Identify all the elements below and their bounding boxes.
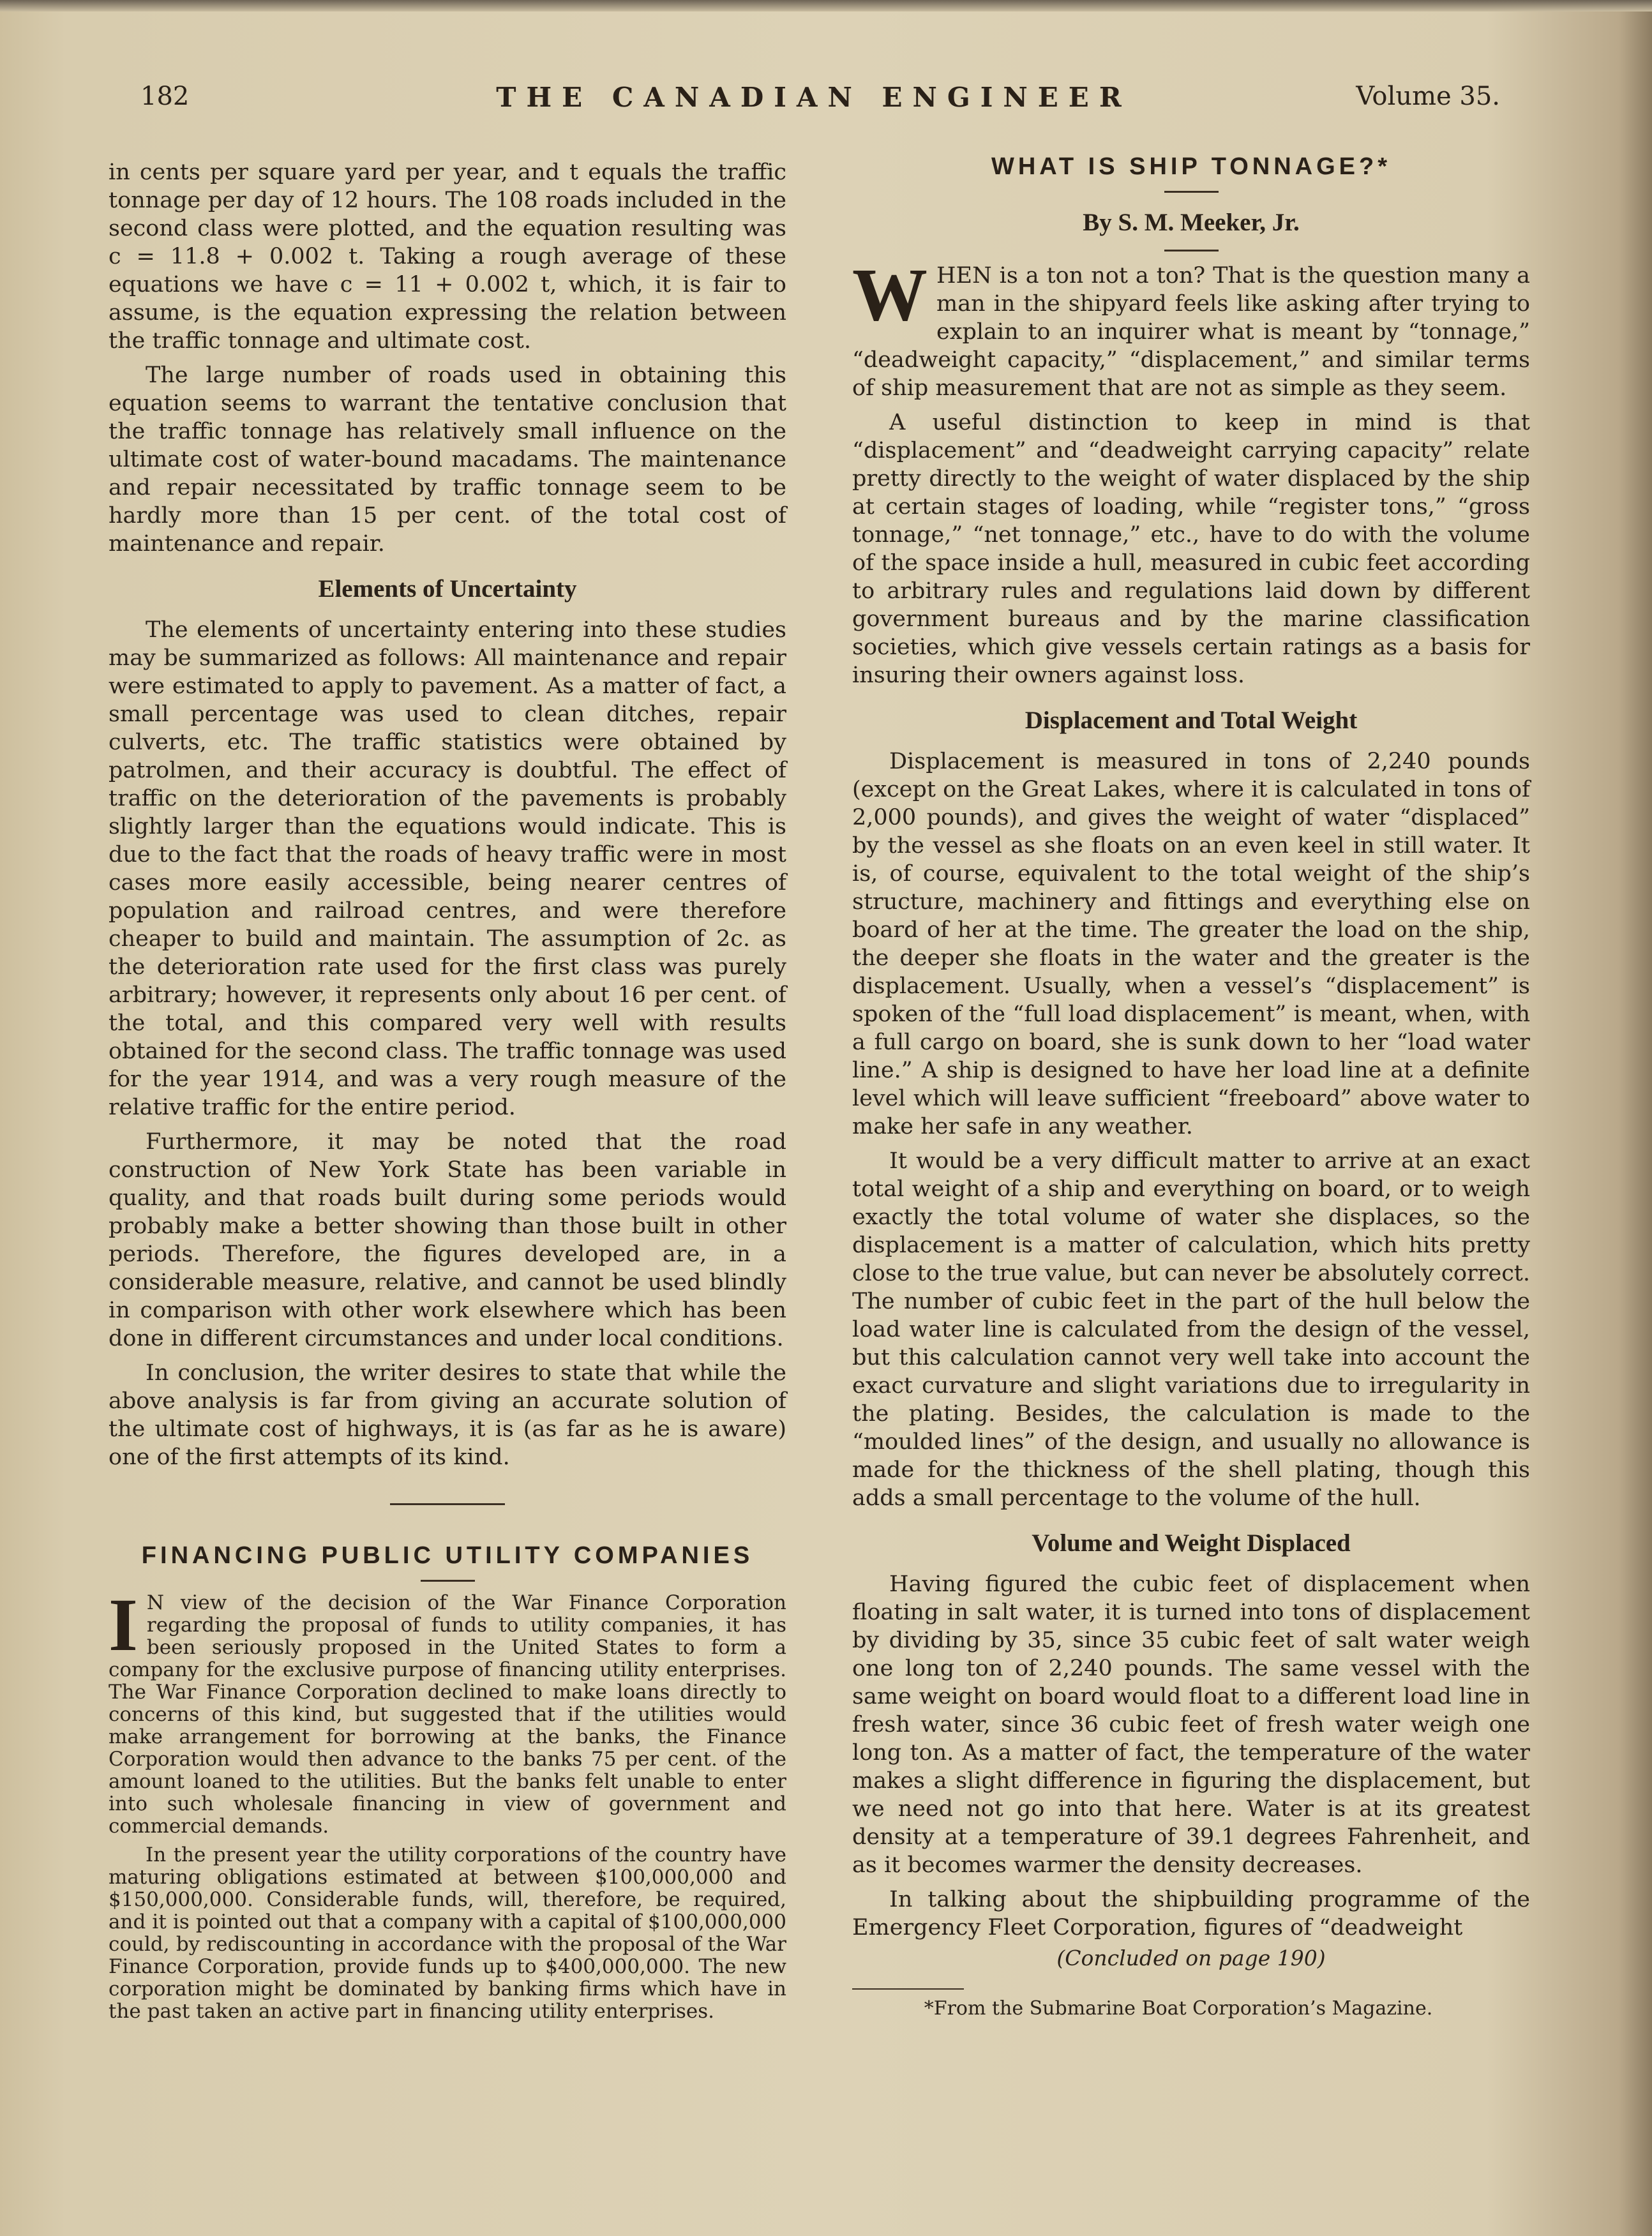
tonnage-paragraph-6: In talking about the shipbuilding programme of the Emergency Fleet Corporation, figures of “deadweight xyxy=(852,1887,1530,1940)
tonnage-paragraph-4: It would be a very difficult matter to arrive at an exact total weight of a ship and everything on board, or to weigh exactly the total volume of water she displaces, so the displacement is a matter of calculation, which hits pretty close to the true value, but can never be absolutely correct. The number of cubic feet in the part of the hull below the load water line is calculated from the design of the vessel, but this calculation cannot very well take into account the exact curvature and slight variations due to irregularity in the plating. Besides, the calculation is made to the “moulded lines” of the design, and usually no allowance is made for the thickness of the shell plating, though this adds a small percentage to the volume of the hull. xyxy=(852,1148,1530,1511)
article-title-financing: FINANCING PUBLIC UTILITY COMPANIES xyxy=(141,1542,754,1569)
financing-paragraph-2: In the present year the utility corporations of the country have maturing obligations estimated at between $100,000,000 and $150,000,000. Considerable funds, will, therefore, be required, and it is pointed out that a company with a capital of $100,000,000 could, by rediscounting in accordance with the proposal of the War Finance Corporation, provide funds up to $400,000,000. The new corporation might be dominated by banking firms which have in the past taken an active part in financing utility enterprises. xyxy=(109,1843,786,2023)
tonnage-paragraph-2: A useful distinction to keep in mind is that “displacement” and “deadweight carrying capacity” relate pretty directly to the weight of water displaced by the ship at certain stages of loading, while “register tons,” “gross tonnage,” “net tonnage,” etc., have to do with the volume of the space inside a hull, measured in cubic feet according to arbitrary rules and regulations laid down by different government bureaus and by the marine classification societies, which give vessels certain ratings as a basis for insuring their owners against loss. xyxy=(852,410,1530,688)
tonnage-paragraph-1 xyxy=(852,253,1530,402)
left-column xyxy=(109,158,786,2029)
tonnage-paragraph-5: Having figured the cubic feet of displacement when floating in salt water, it is turned into tons of displacement by dividing by 35, since 35 cubic feet of salt water weigh one long ton of 2,240 pounds. The same vessel with the same weight on board would float to a different load line in fresh water, since 36 cubic feet of fresh water weigh one long ton. As a matter of fact, the temperature of the water makes a slight difference in figuring the displacement, but we need not go into that here. Water is at its greatest density at a temperature of 39.1 degrees Fahrenheit, and as it becomes warmer the density decreases. xyxy=(852,1572,1530,1878)
section-heading-volume: Volume and Weight Displaced xyxy=(1032,1529,1351,1557)
footnote-rule xyxy=(852,1988,964,1990)
page-number: 182 xyxy=(140,82,190,111)
left-paragraph-4: Furthermore, it may be noted that the road construction of New York State has been variable in quality, and that roads built during some periods would probably make a better showing than those built in other periods. Therefore, the figures developed are, in a considerable measure, relative, and cannot be used blindly in comparison with other work elsewhere which has been done in different circumstances and under local conditions. xyxy=(109,1129,786,1351)
tonnage-paragraph-1-text: HEN is a ton not a ton? That is the question many a man in the shipyard feels like asking after trying to explain to an inquirer what is meant by “tonnage,” “deadweight capacity,” “displacement,” and similar terms of ship measurement that are not as simple as they seem. xyxy=(852,263,1530,401)
title-rule xyxy=(1164,191,1219,193)
page-header xyxy=(128,82,1500,120)
financing-paragraph-1-text: N view of the decision of the War Finance Corporation regarding the proposal of funds to utility companies, it has been seriously proposed in the United States to form a company for the exclusive purpose of financing utility enterprises. The War Finance Corporation declined to make loans directly to concerns of this kind, but suggested that if the utilities would make arrangement for borrowing at the banks, the Finance Corporation would then advance to the banks 75 per cent. of the amount loaned to the utilities. But the banks felt unable to enter into such wholesale financing in view of government and commercial demands. xyxy=(109,1591,786,1838)
drop-cap-i: I xyxy=(109,1583,138,1667)
article-title-ship-tonnage: WHAT IS SHIP TONNAGE?* xyxy=(991,153,1392,180)
title-rule xyxy=(421,1580,475,1582)
volume-label: Volume 35. xyxy=(1356,82,1500,111)
section-heading-displacement: Displacement and Total Weight xyxy=(1025,707,1358,734)
byline: By S. M. Meeker, Jr. xyxy=(1083,209,1300,236)
left-paragraph-3: The elements of uncertainty entering into these studies may be summarized as follows: All maintenance and repair were estimated to apply to pavement. As a matter of fact, a small percentage was used to clean ditches, repair culverts, etc. The traffic statistics were obtained by patrolmen, and their accuracy is doubtful. The effect of traffic on the deterioration of the pavements is probably slightly larger than the equations would indicate. This is due to the fact that the roads of heavy traffic were in most cases more easily accessible, being nearer centres of population and railroad centres, and were therefore cheaper to build and maintain. The assumption of 2c. as the deterioration rate used for the first class was purely arbitrary; however, it represents only about 16 per cent. of the total, and this compared very well with results obtained for the second class. The traffic tonnage was used for the year 1914, and was a very rough measure of the relative traffic for the entire period. xyxy=(109,617,786,1120)
journal-title: THE CANADIAN ENGINEER xyxy=(496,82,1132,113)
tonnage-paragraph-3: Displacement is measured in tons of 2,240 pounds (except on the Great Lakes, where it is calculated in tons of 2,000 pounds), and gives the weight of water “displaced” by the vessel as she floats on an even keel in still water. It is, of course, equivalent to the total weight of the ship’s structure, machinery and fittings and everything else on board of her at the time. The greater the load on the ship, the deeper she floats in the water and the greater is the displacement. Usually, when a vessel’s “displacement” is spoken of the “full load displacement” is meant, when, with a full cargo on board, she is sunk down to her “load water line.” A ship is designed to have her load line at a definite level which will leave sufficient “freeboard” above water to make her safe in any weather. xyxy=(852,749,1530,1139)
left-paragraph-2: The large number of roads used in obtaining this equation seems to warrant the tentative conclusion that the traffic tonnage has relatively small influence on the ultimate cost of water-bound macadams. The maintenance and repair necessitated by traffic tonnage seem to be hardly more than 15 per cent. of the total cost of maintenance and repair. xyxy=(109,363,786,557)
drop-cap-w: W xyxy=(852,253,927,336)
left-paragraph-1: in cents per square yard per year, and t equals the traffic tonnage per day of 12 hours. The 108 roads included in the second class were plotted, and the equation resulting was c = 11.8 + 0.002 t. Taking a rough average of these equations we have c = 11 + 0.002 t, which, it is fair to assume, is the equation expressing the relation between the traffic tonnage and ultimate cost. xyxy=(109,160,786,354)
section-heading-uncertainty: Elements of Uncertainty xyxy=(318,575,577,603)
financing-article-body xyxy=(109,1583,786,2023)
article-separator xyxy=(390,1503,505,1505)
footnote: *From the Submarine Boat Corporation’s Magazine. xyxy=(924,1997,1433,2020)
byline-rule xyxy=(1164,250,1219,251)
left-paragraph-5: In conclusion, the writer desires to state that while the above analysis is far from giving an accurate solution of the ultimate cost of highways, it is (as far as he is aware) one of the first attempts of its kind. xyxy=(109,1360,786,1470)
continuation-note: (Concluded on page 190) xyxy=(1056,1946,1326,1970)
page-top-shadow xyxy=(0,0,1652,11)
financing-paragraph-1 xyxy=(109,1583,786,1838)
right-column xyxy=(852,153,1530,2020)
